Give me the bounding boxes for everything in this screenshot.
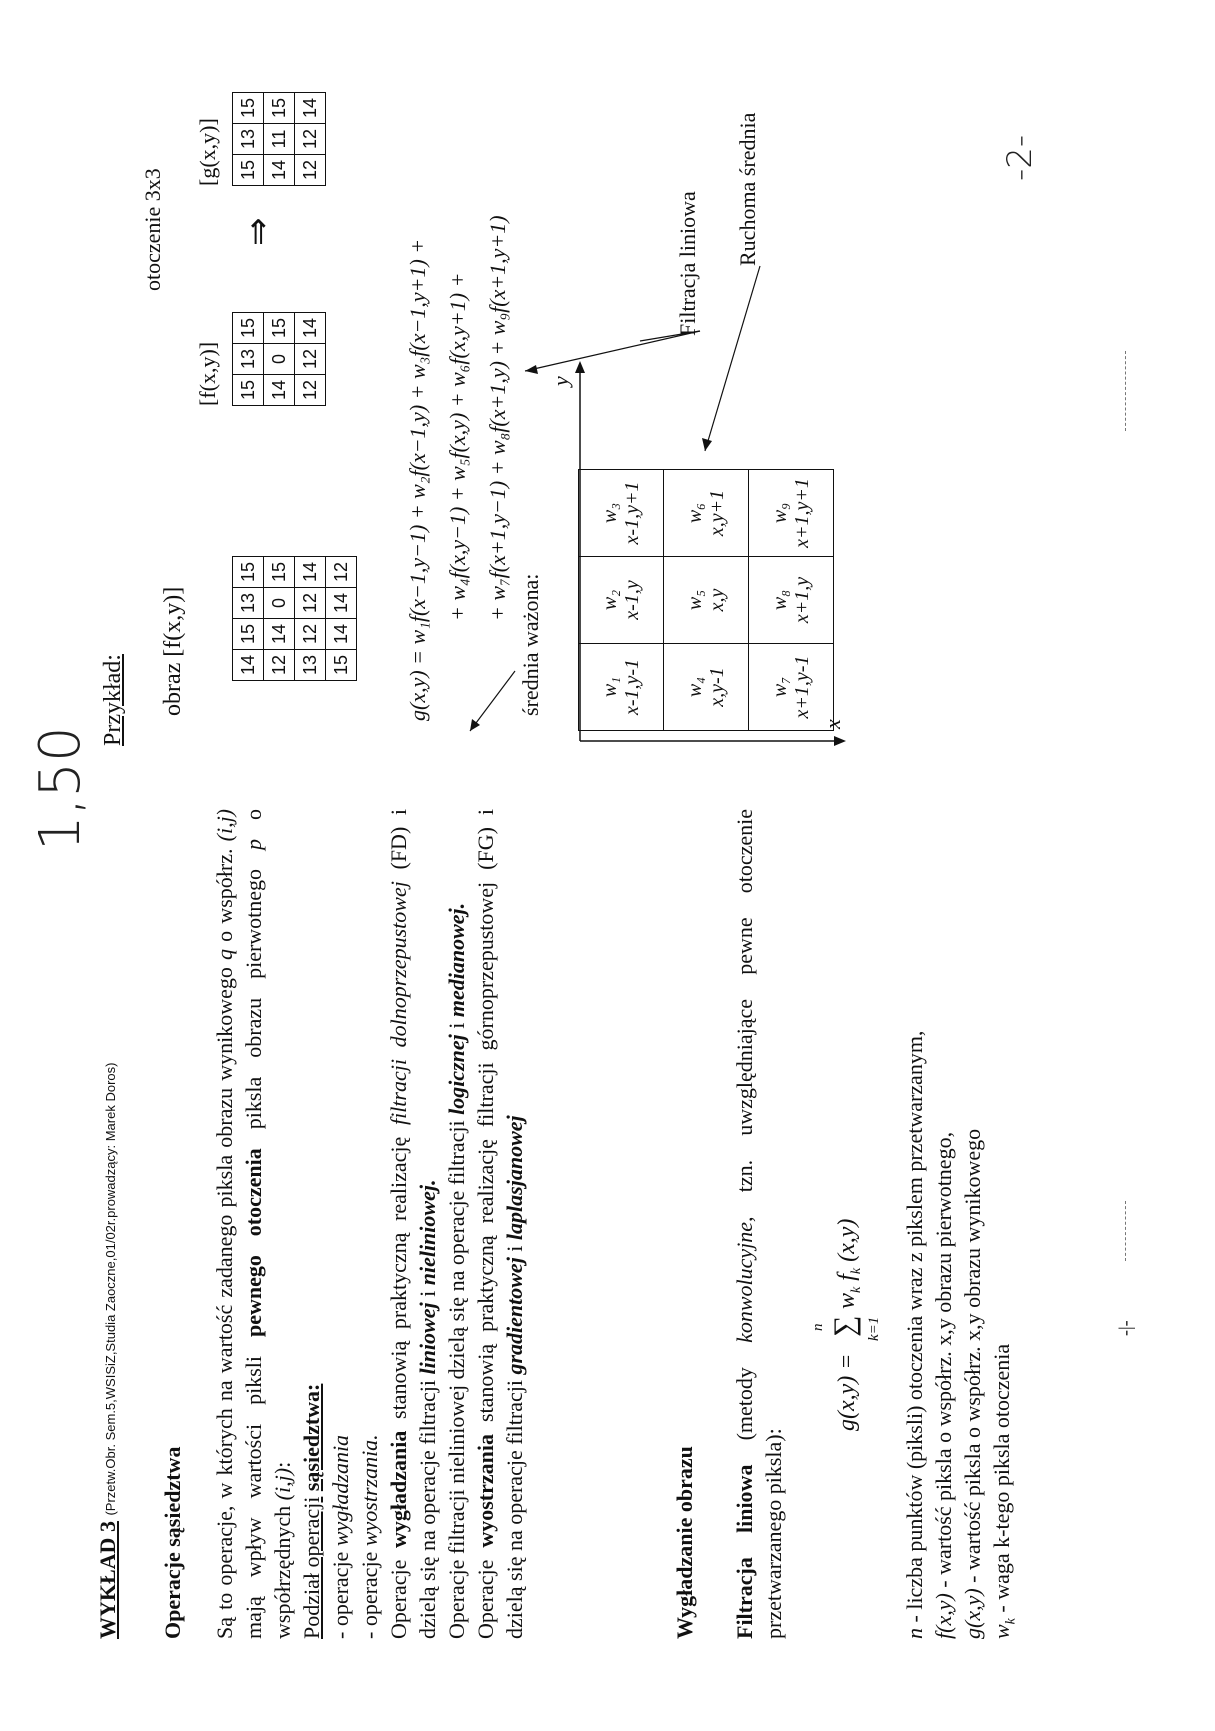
intro-paragraph: Są to operacje, w których na wartość zadanego piksla obrazu wynikowego q o współrz. (i,j) mają wpływ wartości piksli pewnego otoczenia piksla obrazu pierwotnego p o współrzędnych (i,j): Podział operacji sąsiedztwa: - operacje wygładzania - operacje wyostrzania. Operacje wygładzania stanowią praktyczną realizację filtracji dolnoprzepustowej (FD) i dzielą się na operacje filtracji liniowej i nieliniowej. Operacje filtracji nieliniowej dzielą się na operacje filtracji logicznej i medianowej. Operacje wyostrzania stanowią praktyczną realizację filtracji górnoprzepustowej (FG) i dzielą się na operacje filtracji gradientowej i laplasjanowej (212, 808, 527, 1639)
weight-coords: x-1,y-1 (621, 658, 643, 716)
grid-cell: 15 (264, 93, 295, 124)
def-w: $w_k$ - waga k-tego piksla otoczenia (989, 1343, 1019, 1639)
linear-filter-label: Filtracja liniowa (675, 191, 700, 336)
nonlinear-paragraph: Operacje filtracji nieliniowej dzielą się na operacje filtracji logicznej i medianowej. (444, 902, 469, 1639)
lecture-subtitle: (Przetw.Obr. Sem.5,WSISiZ,Studia Zaoczne,01/02r.prowadzący: Marek Doros) (103, 1062, 118, 1516)
def-f: f(x,y) - wartość piksla o współrz. x,y obrazu pierwotnego, (931, 1131, 956, 1639)
def-g: g(x,y) - wartość piksla o współrz. x,y obrazu wynikowego (960, 1128, 985, 1639)
grid-cell: 13 (233, 588, 264, 619)
grid-cell: 14 (233, 650, 264, 681)
grid-cell: 14 (264, 619, 295, 650)
rotated-content: WYKŁAD 3 (Przetw.Obr. Sem.5,WSISiZ,Studia Zaoczne,01/02r.prowadzący: Marek Doros) 1,50 Operacje sąsiedztwa Są to operacje, w których na wartość zadanego piksla obrazu wynikowego q o współrz. (i,j) mają wpływ wartości piksli pewnego otoczenia piksla obrazu pierwotnego p o współrzędnych (i,j): Podział operacji sąsiedztwa: - operacje wygładzania - operacje wyostrzania. Operacje wygładzania stanowią praktyczną realizację filtracji dolnoprzepustowej (FD) i dzielą się na operacje filtracji liniowej i nieliniowej. Operacje filtracji nieliniowej dzielą się na operacje filtracji logicznej i medianowej. Operacje wyostrzania stanowią praktyczną realizację filtracji górnoprzepustowej (FG) i dzielą się na operacje filtracji gradientowej i laplasjanowej Wygładzanie obrazu Filtracja liniowa (metody konwolucyjne, tzn. uwzględniające pewne otoczenie przetwarzanego piksla): g(x,y) = n ∑ k=1 $w_k$ $f_k$ (x,y) n - liczba punktów (piksli) otoczenia wraz z pikslem przetwarzanym, f(x,y) - wartość piksla o współrz. x,y obrazu pierwotnego, g(x,y) - wartość piksla o współrz. x,y obrazu wynikowego $w_k$ - waga k-tego piksla otoczenia -|- Przykład: obraz [f(x,y)] 14 15 13 15 12 14 0 15 13 12 12 14 15 14 14 12 [f(x,y)] 15 13 15 14 0 15 12 12 14 otoczenie 3x3 ⇒ [g(x,y)] 15 13 15 14 11 15 12 12 14 g(x,y) = w₁f(x−1,y−1) + w₂f(x−1,y) + w₃f(x−1,y+1) + + w₄f(x,y−1) + w₅f(x,y) + w₆f(x,y+1) + + w₇f(x+1,y−1) + w₈f(x+1,y) + w₉f(x+1,y+1) średnia ważona: Filtracja liniowa Ruchoma średnia w₁ x-1,y-1 w₂ x-1,y w₃ x-1,y+1 w₄ x,y-1 w₅ x,y w₆ x,y+1 w₇ x+1,y-1 w₈ x+1,y w₉ x+1,y+1 y x -2- (0, 0, 1215, 1731)
grid-cell: 14 (264, 375, 295, 406)
handwritten-page-number: -2- (1000, 134, 1040, 181)
grid-cell: 15 (233, 619, 264, 650)
grid-cell: 13 (233, 124, 264, 155)
lecture-title: WYKŁAD 3 (95, 1521, 120, 1639)
grid-cell: 12 (326, 557, 357, 588)
grid-cell: 15 (233, 313, 264, 344)
division-line: Podział operacji sąsiedztwa: (299, 1383, 324, 1639)
weight-coords: x,y (706, 588, 728, 612)
grid-cell: 12 (295, 124, 326, 155)
page-mark: -|- (1115, 1320, 1135, 1336)
grid-cell: 12 (264, 650, 295, 681)
weight-symbol: w₂ (599, 589, 621, 611)
grid-cell: 12 (295, 619, 326, 650)
weight-coords: x+1,y-1 (791, 655, 813, 719)
grid-cell: 14 (264, 155, 295, 186)
image-label: obraz [f(x,y)] (160, 586, 186, 716)
weight-symbol: w₆ (684, 502, 706, 524)
grid-cell: 14 (326, 588, 357, 619)
axis-y-label: y (548, 376, 573, 386)
list-item-sharpening: - operacje wyostrzania. (357, 1434, 382, 1639)
weighted-eq-line3: + w₇f(x+1,y−1) + w₈f(x+1,y) + w₉f(x+1,y+1) (485, 215, 510, 621)
weighted-eq-line2: + w₄f(x,y−1) + w₅f(x,y) + w₆f(x,y+1) + (445, 272, 470, 621)
grid-cell: 14 (295, 313, 326, 344)
weight-symbol: w₅ (684, 589, 706, 611)
section-title-neighborhood: Operacje sąsiedztwa (160, 1446, 185, 1639)
grid-cell: 15 (233, 155, 264, 186)
weight-symbol: w₇ (769, 676, 791, 698)
weight-symbol: w₈ (769, 589, 791, 611)
grid-cell: 15 (264, 557, 295, 588)
smoothing-paragraph: Operacje wygładzania stanowią praktyczną realizację filtracji dolnoprzepustowej (FD) i dzielą się na operacje filtracji liniowej i nieliniowej. (386, 808, 440, 1639)
grid-cell: 15 (233, 557, 264, 588)
handwritten-grade: 1,50 (28, 726, 93, 851)
grid-cell: 0 (264, 344, 295, 375)
axis-x-label: x (820, 719, 845, 729)
weighted-eq-line1: g(x,y) = w₁f(x−1,y−1) + w₂f(x−1,y) + w₃f(x−1,y+1) + (405, 238, 430, 721)
moving-average-label: Ruchoma średnia (735, 112, 760, 266)
weight-symbol: w₉ (769, 502, 791, 524)
arrow-right-icon: ⇒ (240, 217, 277, 246)
weight-symbol: w₃ (599, 502, 621, 524)
weight-coords: x+1,y+1 (791, 478, 813, 548)
example-title: Przykład: (100, 654, 126, 746)
grid-cell: 12 (295, 155, 326, 186)
grid-cell: 14 (295, 557, 326, 588)
grid-cell: 13 (233, 344, 264, 375)
weight-coords: x,y-1 (706, 667, 728, 707)
grid-cell: 15 (326, 650, 357, 681)
f-label: [f(x,y)] (195, 341, 220, 406)
weight-symbol: w₄ (684, 676, 706, 698)
weight-coords: x+1,y (791, 576, 813, 624)
grid-cell: 13 (295, 650, 326, 681)
weight-symbol: w₁ (599, 676, 621, 698)
list-item-smoothing: - operacje wygładzania (328, 1434, 353, 1639)
grid-cell: 15 (233, 375, 264, 406)
weight-coords: x,y+1 (706, 489, 728, 537)
grid-cell: 12 (295, 375, 326, 406)
grid-cell: 14 (326, 619, 357, 650)
grid-cell: 12 (295, 344, 326, 375)
sharpening-paragraph: Operacje wyostrzania stanowią praktyczną realizację filtracji górnoprzepustowej (FG) i dzielą się na operacje filtracji gradientowej i laplasjanowej (473, 809, 527, 1639)
weight-coords: x-1,y (621, 580, 643, 620)
weight-coords: x-1,y+1 (621, 481, 643, 545)
grid-cell: 14 (295, 93, 326, 124)
weighted-average-label: średnia ważona: (518, 573, 543, 716)
grid-cell: 15 (233, 93, 264, 124)
def-n: n - liczba punktów (piksli) otoczenia wraz z pikslem przetwarzanym, (902, 1030, 927, 1639)
grid-cell: 11 (264, 124, 295, 155)
linear-filter-paragraph: Filtracja liniowa (metody konwolucyjne, tzn. uwzględniające pewne otoczenie przetwarzanego piksla): (732, 808, 786, 1639)
grid-cell: 15 (264, 313, 295, 344)
section-title-smoothing: Wygładzanie obrazu (672, 1446, 697, 1639)
g-label: [g(x,y)] (195, 118, 220, 186)
neighborhood-label: otoczenie 3x3 (140, 168, 165, 291)
grid-cell: 12 (295, 588, 326, 619)
grid-cell: 0 (264, 588, 295, 619)
